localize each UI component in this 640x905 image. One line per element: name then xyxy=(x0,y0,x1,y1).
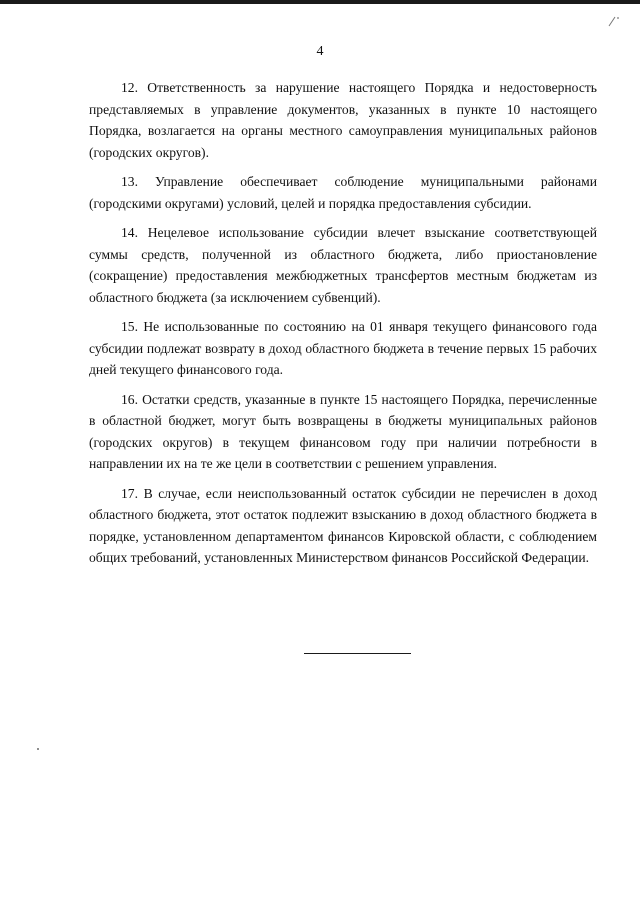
scan-mark-icon xyxy=(606,14,622,28)
document-body xyxy=(89,77,597,577)
page-number: 4 xyxy=(316,44,324,59)
paragraph-16: 16. Остатки средств, указанные в пункте 15 настоящего Порядка, перечисленные в областной бюджет, могут быть возвращены в бюджеты муниципальных районов (городских округов) в текущем финансовом году при наличии потребности в направлении их на те же цели в соответствии с решением управления. xyxy=(89,391,597,471)
paragraph-15: 15. Не использованные по состоянию на 01 января текущего финансового года субсидии подлежат возврату в доход областного бюджета в течение первых 15 рабочих дней текущего финансового года. xyxy=(89,319,597,377)
paragraph-12: 12. Ответственность за нарушение настоящего Порядка и недостоверность представляемых в управление документов, указанных в пункте 10 настоящего Порядка, возлагается на органы местного самоуправления муниципальных районов (городских округов). xyxy=(89,80,597,160)
paragraph-14: 14. Нецелевое использование субсидии влечет взыскание соответствующей суммы средств, полученной из областного бюджета, либо приостановление (сокращение) предоставления межбюджетных трансфертов местным бюджетам из областного бюджета (за исключением субвенций). xyxy=(89,225,597,305)
paragraph-13: 13. Управление обеспечивает соблюдение муниципальными районами (городскими округами) условий, целей и порядка предоставления субсидии. xyxy=(89,174,597,211)
paragraph-17: 17. В случае, если неиспользованный остаток субсидии не перечислен в доход областного бюджета, этот остаток подлежит взысканию в доход областного бюджета в порядке, установленном департаментом финансов Кировской области, с соблюдением общих требований, установленных Министерством финансов Российской Федерации. xyxy=(89,485,597,565)
end-separator-line xyxy=(304,653,411,654)
scan-speck xyxy=(37,748,39,750)
top-border-line xyxy=(0,0,640,4)
